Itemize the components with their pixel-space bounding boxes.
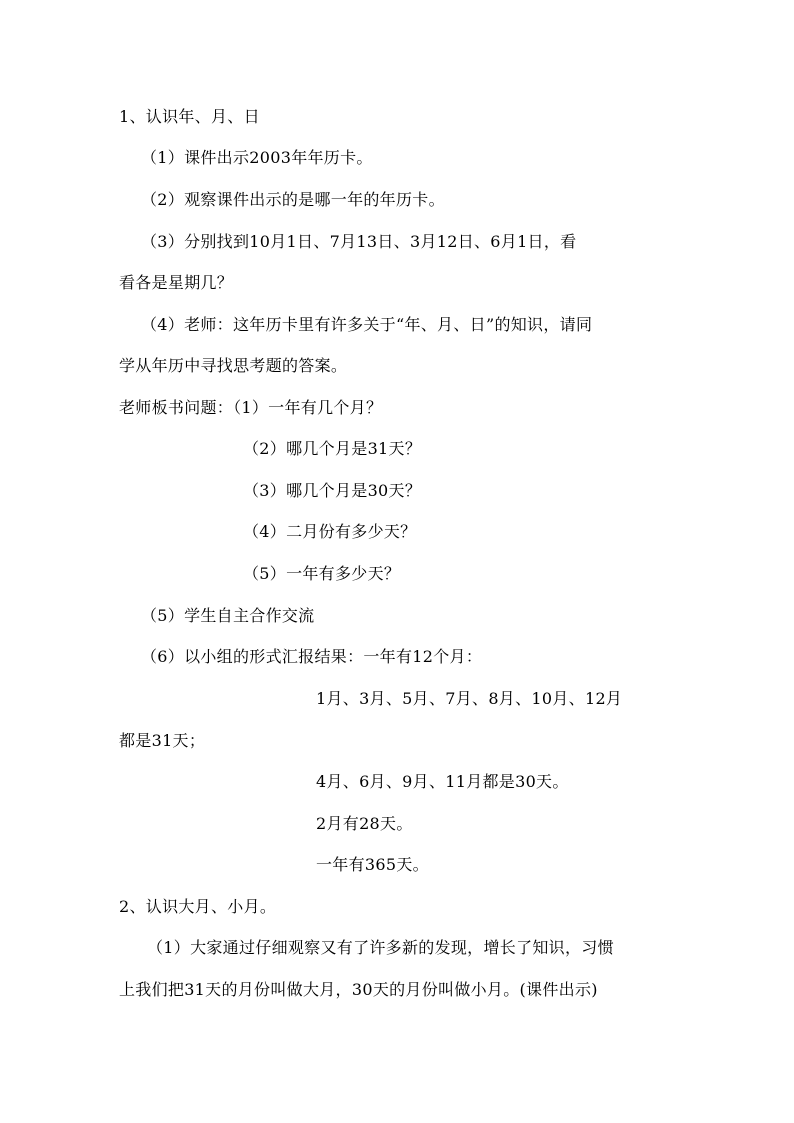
result-30-days: 4月、6月、9月、11月都是30天。: [316, 772, 569, 791]
section-2-item-1-line-1: （1）大家通过仔细观察又有了许多新的发现，增长了知识，习惯: [147, 938, 614, 957]
section-1-item-5: （5）学生自主合作交流: [141, 606, 315, 625]
result-31-days-line-1: 1月、3月、5月、7月、8月、10月、12月: [316, 689, 623, 708]
result-31-days-line-2: 都是31天；: [119, 731, 206, 750]
section-2-item-1-line-2: 上我们把31天的月份叫做大月，30天的月份叫做小月。(课件出示): [119, 980, 598, 999]
section-1-item-2: （2）观察课件出示的是哪一年的年历卡。: [141, 190, 445, 209]
section-1-item-3-line-1: （3）分别找到10月1日、7月13日、3月12日、6月1日，看: [141, 232, 577, 251]
section-2-heading: 2、认识大月、小月。: [119, 897, 277, 916]
board-questions-header: 老师板书问题：（1）一年有几个月？: [119, 398, 383, 417]
board-question-4: （4）二月份有多少天？: [243, 522, 417, 541]
section-1-item-4-line-2: 学从年历中寻找思考题的答案。: [119, 356, 348, 375]
board-question-3: （3）哪几个月是30天？: [243, 481, 422, 500]
result-year-days: 一年有365天。: [316, 855, 429, 874]
section-1-item-6: （6）以小组的形式汇报结果：一年有12个月：: [141, 647, 483, 666]
section-1-item-3-line-2: 看各是星期几？: [119, 273, 234, 292]
section-1-item-4-line-1: （4）老师：这年历卡里有许多关于“年、月、日”的知识，请同: [141, 315, 593, 334]
section-1-heading: 1、认识年、月、日: [119, 107, 260, 126]
board-question-2: （2）哪几个月是31天？: [243, 439, 422, 458]
section-1-item-1: （1）课件出示2003年年历卡。: [141, 148, 373, 167]
result-february: 2月有28天。: [316, 814, 413, 833]
board-question-5: （5）一年有多少天？: [243, 564, 401, 583]
